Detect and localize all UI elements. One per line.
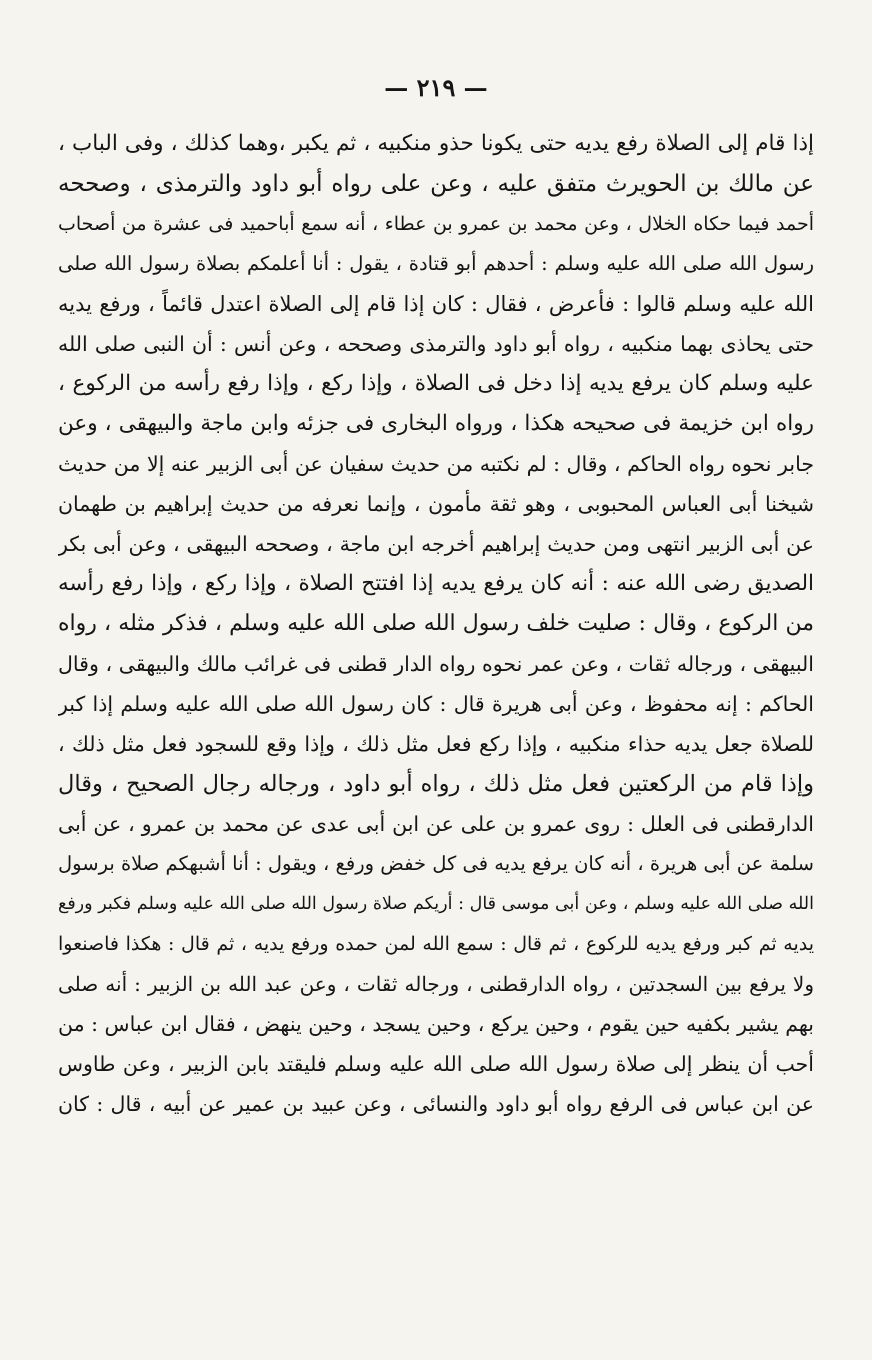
text-line: الحاكم : إنه محفوظ ، وعن أبى هريرة قال : كان رسول الله صلى الله عليه وسلم إذا كبر xyxy=(58,692,814,716)
text-line: حتى يحاذى بهما منكبيه ، رواه أبو داود والترمذى وصححه ، وعن أنس : أن النبى صلى الله xyxy=(58,332,814,356)
text-line: عن أبى الزبير انتهى ومن حديث إبراهيم أخرجه ابن ماجة ، وصححه البيهقى ، وعن أبى بكر xyxy=(58,532,814,556)
text-line: ولا يرفع بين السجدتين ، رواه الدارقطنى ، ورجاله ثقات ، وعن عبد الله بن الزبير : أنه صلى xyxy=(58,972,814,996)
text-line: شيخنا أبى العباس المحبوبى ، وهو ثقة مأمون ، وإنما نعرفه من حديث إبراهيم بن طهمان xyxy=(58,492,814,516)
text-line: من الركوع ، وقال : صليت خلف رسول الله صلى الله عليه وسلم ، فذكر مثله ، رواه xyxy=(58,611,814,636)
body-text xyxy=(58,124,814,1124)
text-line: وإذا قام من الركعتين فعل مثل ذلك ، رواه أبو داود ، ورجاله رجال الصحيح ، وقال xyxy=(58,771,814,797)
text-line: الصديق رضى الله عنه : أنه كان يرفع يديه إذا افتتح الصلاة ، وإذا ركع ، وإذا رفع رأسه xyxy=(58,571,814,596)
text-line: أحب أن ينظر إلى صلاة رسول الله صلى الله عليه وسلم فليقتد بابن الزبير ، وعن طاوس xyxy=(58,1052,814,1076)
text-line: جابر نحوه رواه الحاكم ، وقال : لم نكتبه من حديث سفيان عن أبى الزبير عنه إلا من حديث xyxy=(58,452,814,476)
text-line: إذا قام إلى الصلاة رفع يديه حتى يكونا حذو منكبيه ، ثم يكبر ،وهما كذلك ، وفى الباب ، xyxy=(58,131,814,156)
text-line: يديه ثم كبر ورفع يديه للركوع ، ثم قال : سمع الله لمن حمده ورفع يديه ، ثم قال : هكذا فاصنعوا xyxy=(58,933,814,955)
text-line: البيهقى ، ورجاله ثقات ، وعن عمر نحوه رواه الدار قطنى فى غرائب مالك والبيهقى ، وقال xyxy=(58,652,814,676)
text-line: سلمة عن أبى هريرة ، أنه كان يرفع يديه فى كل خفض ورفع ، ويقول : أنا أشبهكم صلاة برسول xyxy=(58,852,814,875)
text-line: بهم يشير بكفيه حين يقوم ، وحين يركع ، وحين يسجد ، وحين ينهض ، فقال ابن عباس : من xyxy=(58,1012,814,1036)
page-number: — ٢١٩ — xyxy=(384,73,488,102)
text-line: الدارقطنى فى العلل : روى عمرو بن على عن ابن أبى عدى عن محمد بن عمرو ، عن أبى xyxy=(58,812,814,836)
text-line: للصلاة جعل يديه حذاء منكبيه ، وإذا ركع فعل مثل ذلك ، وإذا وقع للسجود فعل مثل ذلك ، xyxy=(58,732,814,756)
text-line: رواه ابن خزيمة فى صحيحه هكذا ، ورواه البخارى فى جزئه وابن ماجة والبيهقى ، وعن xyxy=(58,411,814,436)
text-line: الله عليه وسلم قالوا : فأعرض ، فقال : كان إذا قام إلى الصلاة اعتدل قائماً ، ورفع يديه xyxy=(58,292,814,316)
text-line: أحمد فيما حكاه الخلال ، وعن محمد بن عمرو بن عطاء ، أنه سمع أباحميد فى عشرة من أصحاب xyxy=(58,213,814,235)
text-line: عن ابن عباس فى الرفع رواه أبو داود والنسائى ، وعن عبيد بن عمير عن أبيه ، قال : كان xyxy=(58,1092,814,1116)
text-line: رسول الله صلى الله عليه وسلم : أحدهم أبو قتادة ، يقول : أنا أعلمكم بصلاة رسول الله صلى xyxy=(58,252,814,275)
text-line: عن مالك بن الحويرث متفق عليه ، وعن على رواه أبو داود والترمذى ، وصححه xyxy=(58,171,814,197)
text-line: الله صلى الله عليه وسلم ، وعن أبى موسى قال : أريكم صلاة رسول الله صلى الله عليه وسلم فكبر ورفع xyxy=(58,894,814,914)
text-line: عليه وسلم كان يرفع يديه إذا دخل فى الصلاة ، وإذا ركع ، وإذا رفع رأسه من الركوع ، xyxy=(58,371,814,396)
